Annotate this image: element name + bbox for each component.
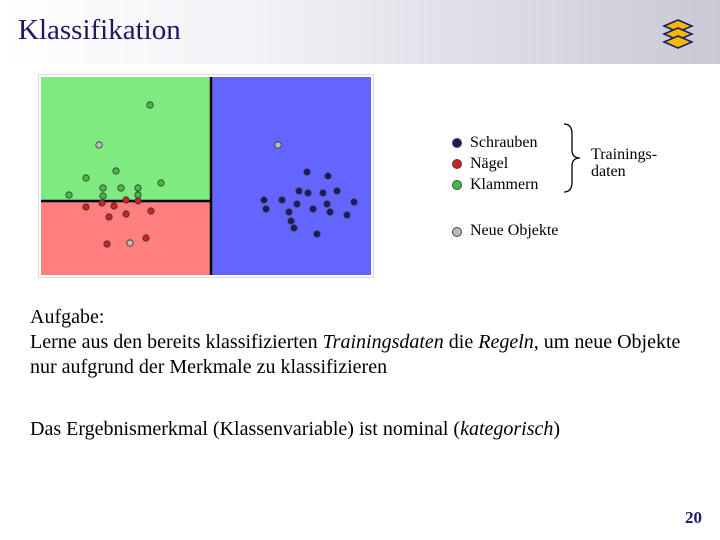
legend-item-schrauben xyxy=(450,132,538,153)
title-bar xyxy=(0,0,720,64)
point-klammer xyxy=(135,192,141,198)
legend-item-naegel xyxy=(450,153,538,174)
point-klammer xyxy=(83,175,89,181)
page-number: 20 xyxy=(685,508,702,527)
point-klammer xyxy=(113,168,119,174)
point-neues-objekt xyxy=(275,142,281,148)
point-schraube xyxy=(279,197,285,203)
point-klammer xyxy=(118,185,124,191)
point-neues-objekt xyxy=(127,240,133,246)
point-nagel xyxy=(135,198,141,204)
point-schraube xyxy=(294,201,300,207)
curly-brace-icon xyxy=(562,122,586,194)
legend-dot-icon xyxy=(452,180,462,190)
point-schraube xyxy=(296,188,302,194)
point-schraube xyxy=(327,209,333,215)
scatter-plot xyxy=(39,75,373,277)
legend-dot-icon xyxy=(452,138,462,148)
point-schraube xyxy=(288,218,294,224)
point-schraube xyxy=(291,225,297,231)
point-nagel xyxy=(111,203,117,209)
task-text: Lerne aus den bereits klassifizierten Trainingsdaten die Regeln, um neue Objekte nur aufgrund der Merkmale zu klassifizieren xyxy=(30,331,681,378)
legend xyxy=(450,132,538,195)
training-data-label: Trainings- daten xyxy=(591,146,658,180)
region-schrauben xyxy=(211,77,371,275)
legend-item-klammern xyxy=(450,174,538,195)
legend-label: Nägel xyxy=(470,155,509,172)
point-nagel xyxy=(83,204,89,210)
point-klammer xyxy=(100,193,106,199)
point-klammer xyxy=(135,185,141,191)
point-schraube xyxy=(334,188,340,194)
task-description xyxy=(30,305,700,380)
point-schraube xyxy=(320,190,326,196)
point-schraube xyxy=(261,197,267,203)
slide-title: Klassifikation xyxy=(18,14,181,46)
point-klammer xyxy=(100,185,106,191)
region-klammern xyxy=(41,77,211,201)
point-schraube xyxy=(263,206,269,212)
point-schraube xyxy=(344,212,350,218)
point-schraube xyxy=(304,169,310,175)
point-klammer xyxy=(158,180,164,186)
point-nagel xyxy=(143,235,149,241)
task-heading: Aufgabe: xyxy=(30,306,105,328)
point-neues-objekt xyxy=(96,142,102,148)
point-schraube xyxy=(305,190,311,196)
legend-dot-icon xyxy=(452,159,462,169)
point-nagel xyxy=(106,214,112,220)
result-description: Das Ergebnismerkmal (Klassenvariable) ist nominal (kategorisch) xyxy=(30,418,561,440)
point-nagel xyxy=(123,197,129,203)
stack-logo-icon xyxy=(660,16,696,52)
point-schraube xyxy=(314,231,320,237)
point-schraube xyxy=(351,199,357,205)
point-nagel xyxy=(123,211,129,217)
point-nagel xyxy=(148,208,154,214)
point-schraube xyxy=(310,206,316,212)
legend-label: Klammern xyxy=(470,176,539,193)
point-nagel xyxy=(99,200,105,206)
classification-plot xyxy=(38,74,374,278)
legend-label: Neue Objekte xyxy=(470,222,559,239)
point-schraube xyxy=(286,209,292,215)
legend-label: Schrauben xyxy=(470,134,538,151)
point-klammer xyxy=(147,102,153,108)
point-schraube xyxy=(324,201,330,207)
legend-item-neue-objekte xyxy=(450,222,558,240)
point-schraube xyxy=(325,173,331,179)
point-klammer xyxy=(66,192,72,198)
point-nagel xyxy=(104,241,110,247)
legend-dot-icon xyxy=(452,227,462,237)
